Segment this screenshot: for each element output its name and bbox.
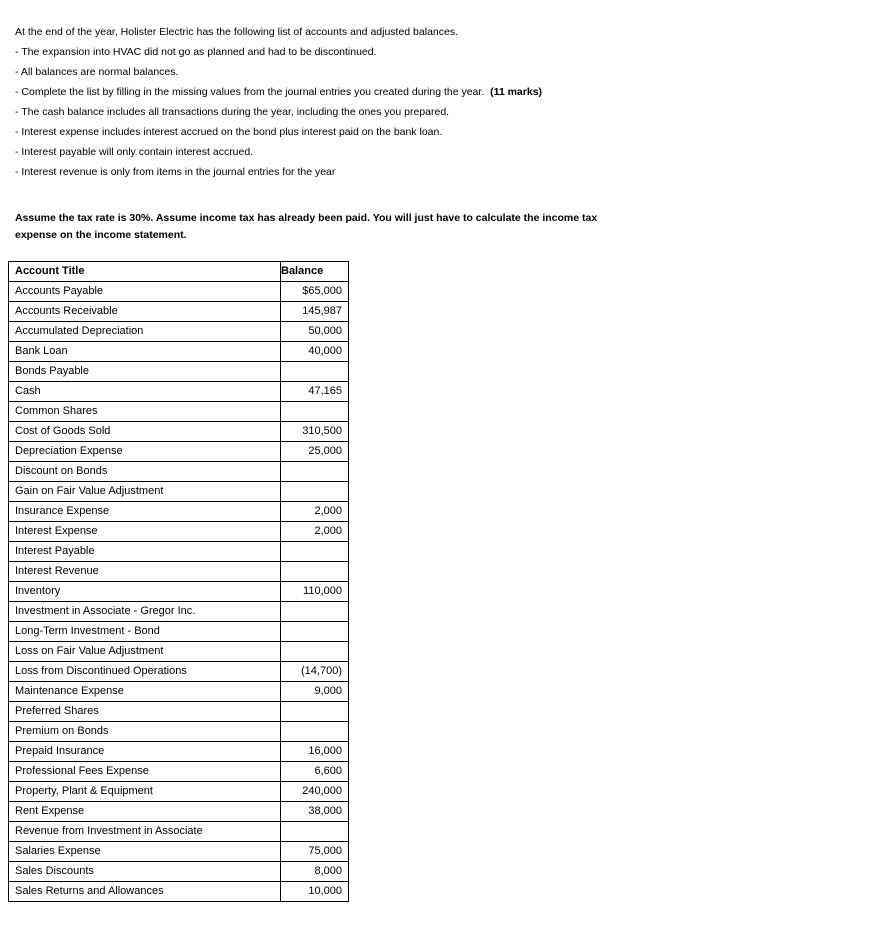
instruction-line: At the end of the year, Holister Electric has the following list of accounts and adjusted balances.: [15, 26, 459, 38]
account-title-cell: Sales Returns and Allowances: [9, 882, 281, 902]
balance-cell: 47,165: [281, 382, 349, 402]
account-title-cell: Bank Loan: [9, 342, 281, 362]
balance-cell: 50,000: [281, 322, 349, 342]
table-row: [9, 742, 349, 762]
account-title-cell: Rent Expense: [9, 802, 281, 822]
account-title-cell: Depreciation Expense: [9, 442, 281, 462]
table-row: [9, 442, 349, 462]
account-title-cell: Discount on Bonds: [9, 462, 281, 482]
marks-label: (11 marks): [490, 86, 543, 98]
table-row: [9, 542, 349, 562]
balance-cell: 2,000: [281, 522, 349, 542]
table-row: [9, 582, 349, 602]
instruction-line: - The cash balance includes all transactions during the year, including the ones you prepared.: [15, 106, 450, 118]
balance-cell: [281, 402, 349, 422]
table-row: [9, 882, 349, 902]
balance-cell: [281, 562, 349, 582]
balance-cell: [281, 602, 349, 622]
balance-cell: 310,500: [281, 422, 349, 442]
balance-cell: 145,987: [281, 302, 349, 322]
account-title-cell: Professional Fees Expense: [9, 762, 281, 782]
table-row: [9, 642, 349, 662]
account-title-cell: Revenue from Investment in Associate: [9, 822, 281, 842]
header-balance: Balance: [281, 262, 349, 282]
account-title-cell: Insurance Expense: [9, 502, 281, 522]
balance-cell: [281, 462, 349, 482]
account-title-cell: Loss on Fair Value Adjustment: [9, 642, 281, 662]
account-title-cell: Maintenance Expense: [9, 682, 281, 702]
balance-cell: 75,000: [281, 842, 349, 862]
balance-cell: 10,000: [281, 882, 349, 902]
table-row: [9, 602, 349, 622]
account-title-cell: Gain on Fair Value Adjustment: [9, 482, 281, 502]
account-title-cell: Bonds Payable: [9, 362, 281, 382]
table-row: [9, 322, 349, 342]
instruction-text: - Complete the list by filling in the missing values from the journal entries you created during the year.: [15, 86, 485, 98]
instruction-line: - Interest payable will only contain interest accrued.: [15, 146, 254, 158]
instruction-line: - The expansion into HVAC did not go as planned and had to be discontinued.: [15, 46, 377, 58]
table-row: [9, 522, 349, 542]
table-row: [9, 802, 349, 822]
tax-assumption: Assume the tax rate is 30%. Assume income tax has already been paid. You will just have to calculate the income tax expense on the income statement.: [15, 212, 598, 241]
balance-cell: 38,000: [281, 802, 349, 822]
balance-cell: [281, 642, 349, 662]
balance-cell: [281, 722, 349, 742]
account-title-cell: Cost of Goods Sold: [9, 422, 281, 442]
account-title-cell: Accumulated Depreciation: [9, 322, 281, 342]
balance-cell: [281, 542, 349, 562]
table-row: [9, 722, 349, 742]
balance-cell: 2,000: [281, 502, 349, 522]
balance-cell: 16,000: [281, 742, 349, 762]
account-title-cell: Premium on Bonds: [9, 722, 281, 742]
instructions: [15, 25, 542, 185]
table-header-row: [9, 262, 349, 282]
account-title-cell: Salaries Expense: [9, 842, 281, 862]
table-row: [9, 702, 349, 722]
table-row: [9, 782, 349, 802]
balance-cell: 110,000: [281, 582, 349, 602]
account-title-cell: Inventory: [9, 582, 281, 602]
table-row: [9, 862, 349, 882]
table-row: [9, 462, 349, 482]
table-row: [9, 482, 349, 502]
accounts-table: [8, 261, 349, 902]
table-row: [9, 282, 349, 302]
table-row: [9, 622, 349, 642]
table-row: [9, 842, 349, 862]
account-title-cell: Investment in Associate - Gregor Inc.: [9, 602, 281, 622]
balance-cell: $65,000: [281, 282, 349, 302]
instruction-line: [15, 85, 542, 105]
balance-cell: (14,700): [281, 662, 349, 682]
account-title-cell: Property, Plant & Equipment: [9, 782, 281, 802]
account-title-cell: Accounts Receivable: [9, 302, 281, 322]
balance-cell: 8,000: [281, 862, 349, 882]
table-row: [9, 302, 349, 322]
table-row: [9, 762, 349, 782]
account-title-cell: Long-Term Investment - Bond: [9, 622, 281, 642]
instruction-line: - Interest revenue is only from items in the journal entries for the year: [15, 166, 336, 178]
table-row: [9, 502, 349, 522]
instruction-line: - All balances are normal balances.: [15, 66, 179, 78]
table-body: [9, 282, 349, 902]
balance-cell: 6,600: [281, 762, 349, 782]
table-row: [9, 822, 349, 842]
account-title-cell: Common Shares: [9, 402, 281, 422]
balance-cell: [281, 702, 349, 722]
account-title-cell: Accounts Payable: [9, 282, 281, 302]
table-row: [9, 362, 349, 382]
table-row: [9, 562, 349, 582]
instruction-line: - Interest expense includes interest accrued on the bond plus interest paid on the bank loan.: [15, 126, 443, 138]
balance-cell: 9,000: [281, 682, 349, 702]
table-row: [9, 382, 349, 402]
account-title-cell: Loss from Discontinued Operations: [9, 662, 281, 682]
account-title-cell: Sales Discounts: [9, 862, 281, 882]
table-row: [9, 402, 349, 422]
table-row: [9, 662, 349, 682]
table-row: [9, 342, 349, 362]
account-title-cell: Prepaid Insurance: [9, 742, 281, 762]
balance-cell: [281, 482, 349, 502]
account-title-cell: Interest Payable: [9, 542, 281, 562]
header-account-title: Account Title: [9, 262, 281, 282]
balance-cell: [281, 622, 349, 642]
table-row: [9, 422, 349, 442]
account-title-cell: Cash: [9, 382, 281, 402]
balance-cell: 240,000: [281, 782, 349, 802]
balance-cell: 25,000: [281, 442, 349, 462]
account-title-cell: Interest Expense: [9, 522, 281, 542]
balance-cell: [281, 822, 349, 842]
account-title-cell: Preferred Shares: [9, 702, 281, 722]
balance-cell: 40,000: [281, 342, 349, 362]
balance-cell: [281, 362, 349, 382]
account-title-cell: Interest Revenue: [9, 562, 281, 582]
table-row: [9, 682, 349, 702]
